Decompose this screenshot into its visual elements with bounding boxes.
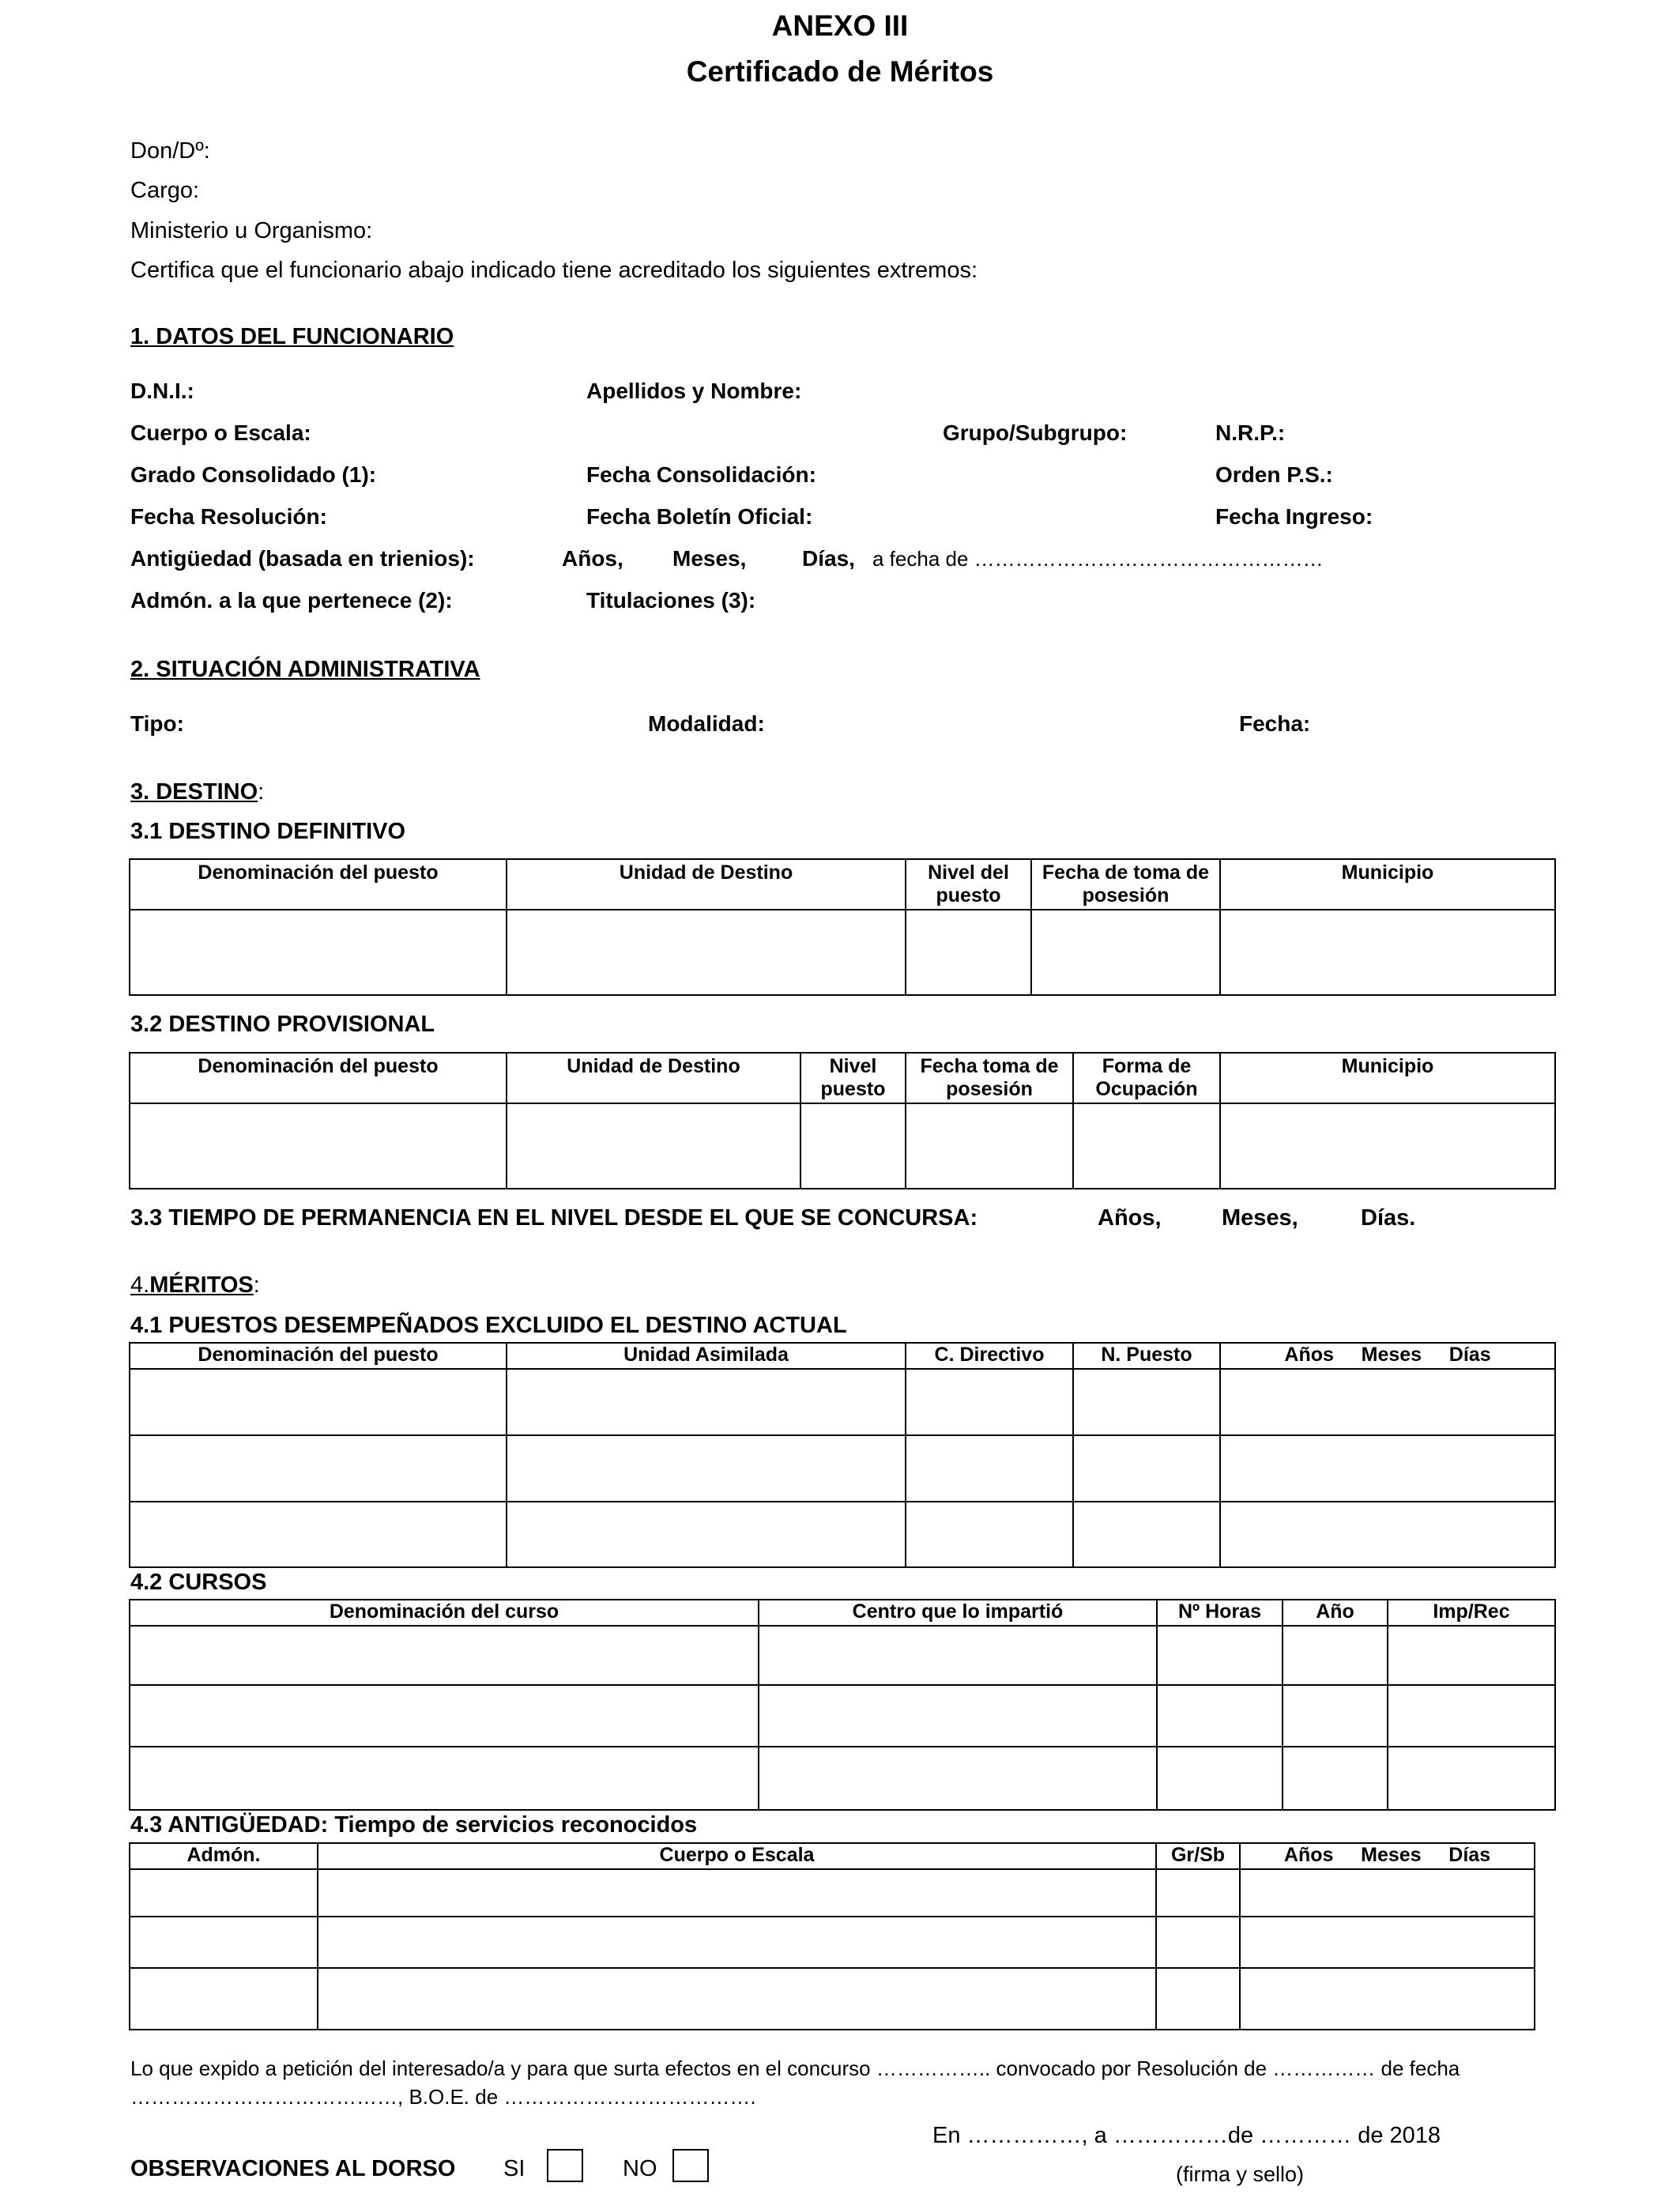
tipo-label: Tipo: [130, 711, 184, 736]
table-cell[interactable] [759, 1626, 1157, 1685]
table-cell[interactable] [759, 1685, 1157, 1747]
table-cell[interactable] [800, 1103, 906, 1189]
table-cell[interactable] [1283, 1685, 1388, 1747]
table-cell[interactable] [1031, 910, 1220, 995]
antiguedad-anos: Años, [562, 546, 623, 571]
section4-title-text: MÉRITOS [149, 1272, 254, 1298]
table-row [130, 1747, 1555, 1810]
fecha-consolidacion-label: Fecha Consolidación: [586, 462, 816, 487]
table-header: Forma de Ocupación [1073, 1053, 1220, 1103]
si-label: SI [503, 2156, 525, 2181]
section43-title: 4.3 ANTIGÜEDAD: Tiempo de servicios reconocidos [130, 1812, 698, 1838]
table-row [130, 1685, 1555, 1747]
table-cell[interactable] [1283, 1626, 1388, 1685]
fecha-label: Fecha: [1239, 711, 1311, 736]
table-cell[interactable] [1388, 1747, 1555, 1810]
page-subtitle: Certificado de Méritos [686, 55, 994, 88]
table-header: Fecha toma de posesión [906, 1053, 1073, 1103]
table-cell[interactable] [1156, 1869, 1240, 1917]
grado-label: Grado Consolidado (1): [130, 462, 377, 487]
section4-colon: : [253, 1272, 260, 1298]
table-cell[interactable] [507, 1103, 800, 1189]
puestos-table [129, 1342, 1556, 1568]
table-header: Nivel puesto [800, 1053, 906, 1103]
nrp-label: N.R.P.: [1215, 420, 1286, 445]
table-header: Año [1283, 1600, 1388, 1626]
table-cell[interactable] [507, 910, 906, 995]
permanencia-anos: Años, [1098, 1205, 1162, 1231]
table-cell[interactable] [130, 1103, 507, 1189]
table-row [130, 1917, 1535, 1968]
section3-title [130, 779, 264, 805]
table-header: Municipio [1220, 859, 1555, 910]
table-row [130, 1103, 1555, 1189]
table-header: Fecha de toma de posesión [1031, 859, 1220, 910]
table-header: Cuerpo o Escala [318, 1843, 1156, 1869]
apellidos-label: Apellidos y Nombre: [586, 379, 802, 403]
table-header: Años Meses Días [1220, 1343, 1555, 1369]
admon-label: Admón. a la que pertenece (2): [130, 588, 453, 613]
table-header: N. Puesto [1073, 1343, 1220, 1369]
table-header: Denominación del curso [130, 1600, 759, 1626]
orden-label: Orden P.S.: [1215, 462, 1333, 487]
table-row [130, 910, 1555, 995]
section31-title: 3.1 DESTINO DEFINITIVO [130, 819, 406, 844]
section3-colon: : [258, 779, 265, 805]
antiguedad-label: Antigüedad (basada en trienios): [130, 546, 475, 571]
table-header: Unidad de Destino [507, 1053, 800, 1103]
table-cell[interactable] [1157, 1685, 1283, 1747]
table-cell[interactable] [906, 1502, 1073, 1567]
table-cell[interactable] [1073, 1435, 1220, 1502]
table-cell[interactable] [130, 1747, 759, 1810]
firma-sello: (firma y sello) [1176, 2162, 1305, 2186]
table-cell[interactable] [507, 1502, 906, 1567]
table-cell[interactable] [1220, 1369, 1555, 1435]
table-header: Centro que lo impartió [759, 1600, 1157, 1626]
table-header: Imp/Rec [1388, 1600, 1555, 1626]
modalidad-label: Modalidad: [648, 711, 765, 736]
observaciones-label: OBSERVACIONES AL DORSO [130, 2156, 456, 2181]
table-header: Municipio [1220, 1053, 1555, 1103]
antiguedad-dias: Días, [802, 546, 855, 571]
section1-title: 1. DATOS DEL FUNCIONARIO [130, 324, 454, 349]
section42-title: 4.2 CURSOS [130, 1570, 267, 1595]
table-cell[interactable] [906, 910, 1031, 995]
footer-line2: …………………………………, B.O.E. de ………………………………. [130, 2085, 756, 2109]
table-cell[interactable] [130, 1435, 507, 1502]
destino-definitivo-table [129, 858, 1556, 996]
table-header: Admón. [130, 1843, 318, 1869]
table-cell[interactable] [507, 1435, 906, 1502]
no-label: NO [623, 2156, 657, 2181]
cuerpo-label: Cuerpo o Escala: [130, 420, 311, 445]
table-cell[interactable] [318, 1869, 1156, 1917]
table-cell[interactable] [1240, 1917, 1535, 1968]
antiguedad-meses: Meses, [672, 546, 747, 571]
fecha-ingreso-label: Fecha Ingreso: [1215, 504, 1373, 529]
permanencia-dias: Días. [1361, 1205, 1416, 1231]
table-row [130, 1369, 1555, 1435]
table-cell[interactable] [1388, 1685, 1555, 1747]
ministerio-label: Ministerio u Organismo: [130, 218, 373, 243]
table-header: C. Directivo [906, 1343, 1073, 1369]
table-cell[interactable] [130, 1869, 318, 1917]
table-cell[interactable] [759, 1747, 1157, 1810]
table-cell[interactable] [1220, 1103, 1555, 1189]
titulaciones-label: Titulaciones (3): [586, 588, 756, 613]
table-cell[interactable] [1388, 1626, 1555, 1685]
table-header: Denominación del puesto [130, 859, 507, 910]
table-row [130, 1502, 1555, 1567]
table-cell[interactable] [906, 1369, 1073, 1435]
table-cell[interactable] [130, 1685, 759, 1747]
section4-num: 4. [130, 1272, 150, 1298]
antiguedad-table [129, 1842, 1535, 2030]
grupo-label: Grupo/Subgrupo: [943, 420, 1128, 445]
table-cell[interactable] [1283, 1747, 1388, 1810]
table-cell[interactable] [130, 1626, 759, 1685]
table-cell[interactable] [130, 1369, 507, 1435]
table-header: Denominación del puesto [130, 1343, 507, 1369]
cargo-label: Cargo: [130, 178, 200, 203]
destino-provisional-table [129, 1052, 1556, 1189]
table-cell[interactable] [1157, 1747, 1283, 1810]
section32-title: 3.2 DESTINO PROVISIONAL [130, 1012, 435, 1037]
cursos-table [129, 1599, 1556, 1811]
table-header: Unidad Asimilada [507, 1343, 906, 1369]
table-row [130, 1968, 1535, 2030]
table-header: Años Meses Días [1240, 1843, 1535, 1869]
page-title: ANEXO III [771, 9, 909, 42]
table-cell[interactable] [130, 1502, 507, 1567]
section3-title-text: 3. DESTINO [130, 779, 258, 805]
table-cell[interactable] [1240, 1869, 1535, 1917]
table-cell[interactable] [1157, 1626, 1283, 1685]
don-label: Don/Dº: [130, 138, 210, 164]
table-cell[interactable] [906, 1103, 1073, 1189]
table-cell[interactable] [1240, 1968, 1535, 2030]
table-cell[interactable] [1073, 1369, 1220, 1435]
table-header: Nº Horas [1157, 1600, 1283, 1626]
table-cell[interactable] [906, 1435, 1073, 1502]
no-checkbox[interactable] [672, 2149, 709, 2182]
table-header: Nivel del puesto [906, 859, 1031, 910]
table-cell[interactable] [507, 1369, 906, 1435]
table-cell[interactable] [1156, 1968, 1240, 2030]
certifica-text: Certifica que el funcionario abajo indicado tiene acreditado los siguientes extremos: [130, 258, 978, 283]
fecha-resolucion-label: Fecha Resolución: [130, 504, 327, 529]
fecha-boletin-label: Fecha Boletín Oficial: [586, 504, 813, 529]
table-cell[interactable] [318, 1968, 1156, 2030]
table-cell[interactable] [1220, 1502, 1555, 1567]
table-cell[interactable] [318, 1917, 1156, 1968]
table-cell[interactable] [1220, 1435, 1555, 1502]
table-header: Unidad de Destino [507, 859, 906, 910]
table-row [130, 1626, 1555, 1685]
a-fecha-de: a fecha de …………………………………………… [872, 547, 1324, 571]
section4-title [130, 1272, 260, 1299]
permanencia-meses: Meses, [1222, 1205, 1298, 1231]
table-row [130, 1435, 1555, 1502]
section2-title: 2. SITUACIÓN ADMINISTRATIVA [130, 657, 480, 682]
place-date: En ……………, a ……………de ………… de 2018 [932, 2123, 1441, 2148]
table-cell[interactable] [1220, 910, 1555, 995]
table-row [130, 1869, 1535, 1917]
table-cell[interactable] [130, 910, 507, 995]
section41-title: 4.1 PUESTOS DESEMPEÑADOS EXCLUIDO EL DESTINO ACTUAL [130, 1313, 847, 1338]
table-cell[interactable] [130, 1968, 318, 2030]
footer-line1: Lo que expido a petición del interesado/a y para que surta efectos en el concurso …………….. convocado por Resolución de …………… de fecha [130, 2056, 1460, 2080]
table-cell[interactable] [130, 1917, 318, 1968]
table-header: Denominación del puesto [130, 1053, 507, 1103]
table-header: Gr/Sb [1156, 1843, 1240, 1869]
table-cell[interactable] [1073, 1103, 1220, 1189]
si-checkbox[interactable] [547, 2149, 583, 2182]
dni-label: D.N.I.: [130, 379, 194, 403]
table-cell[interactable] [1073, 1502, 1220, 1567]
section33-title: 3.3 TIEMPO DE PERMANENCIA EN EL NIVEL DESDE EL QUE SE CONCURSA: [130, 1205, 978, 1231]
table-cell[interactable] [1156, 1917, 1240, 1968]
